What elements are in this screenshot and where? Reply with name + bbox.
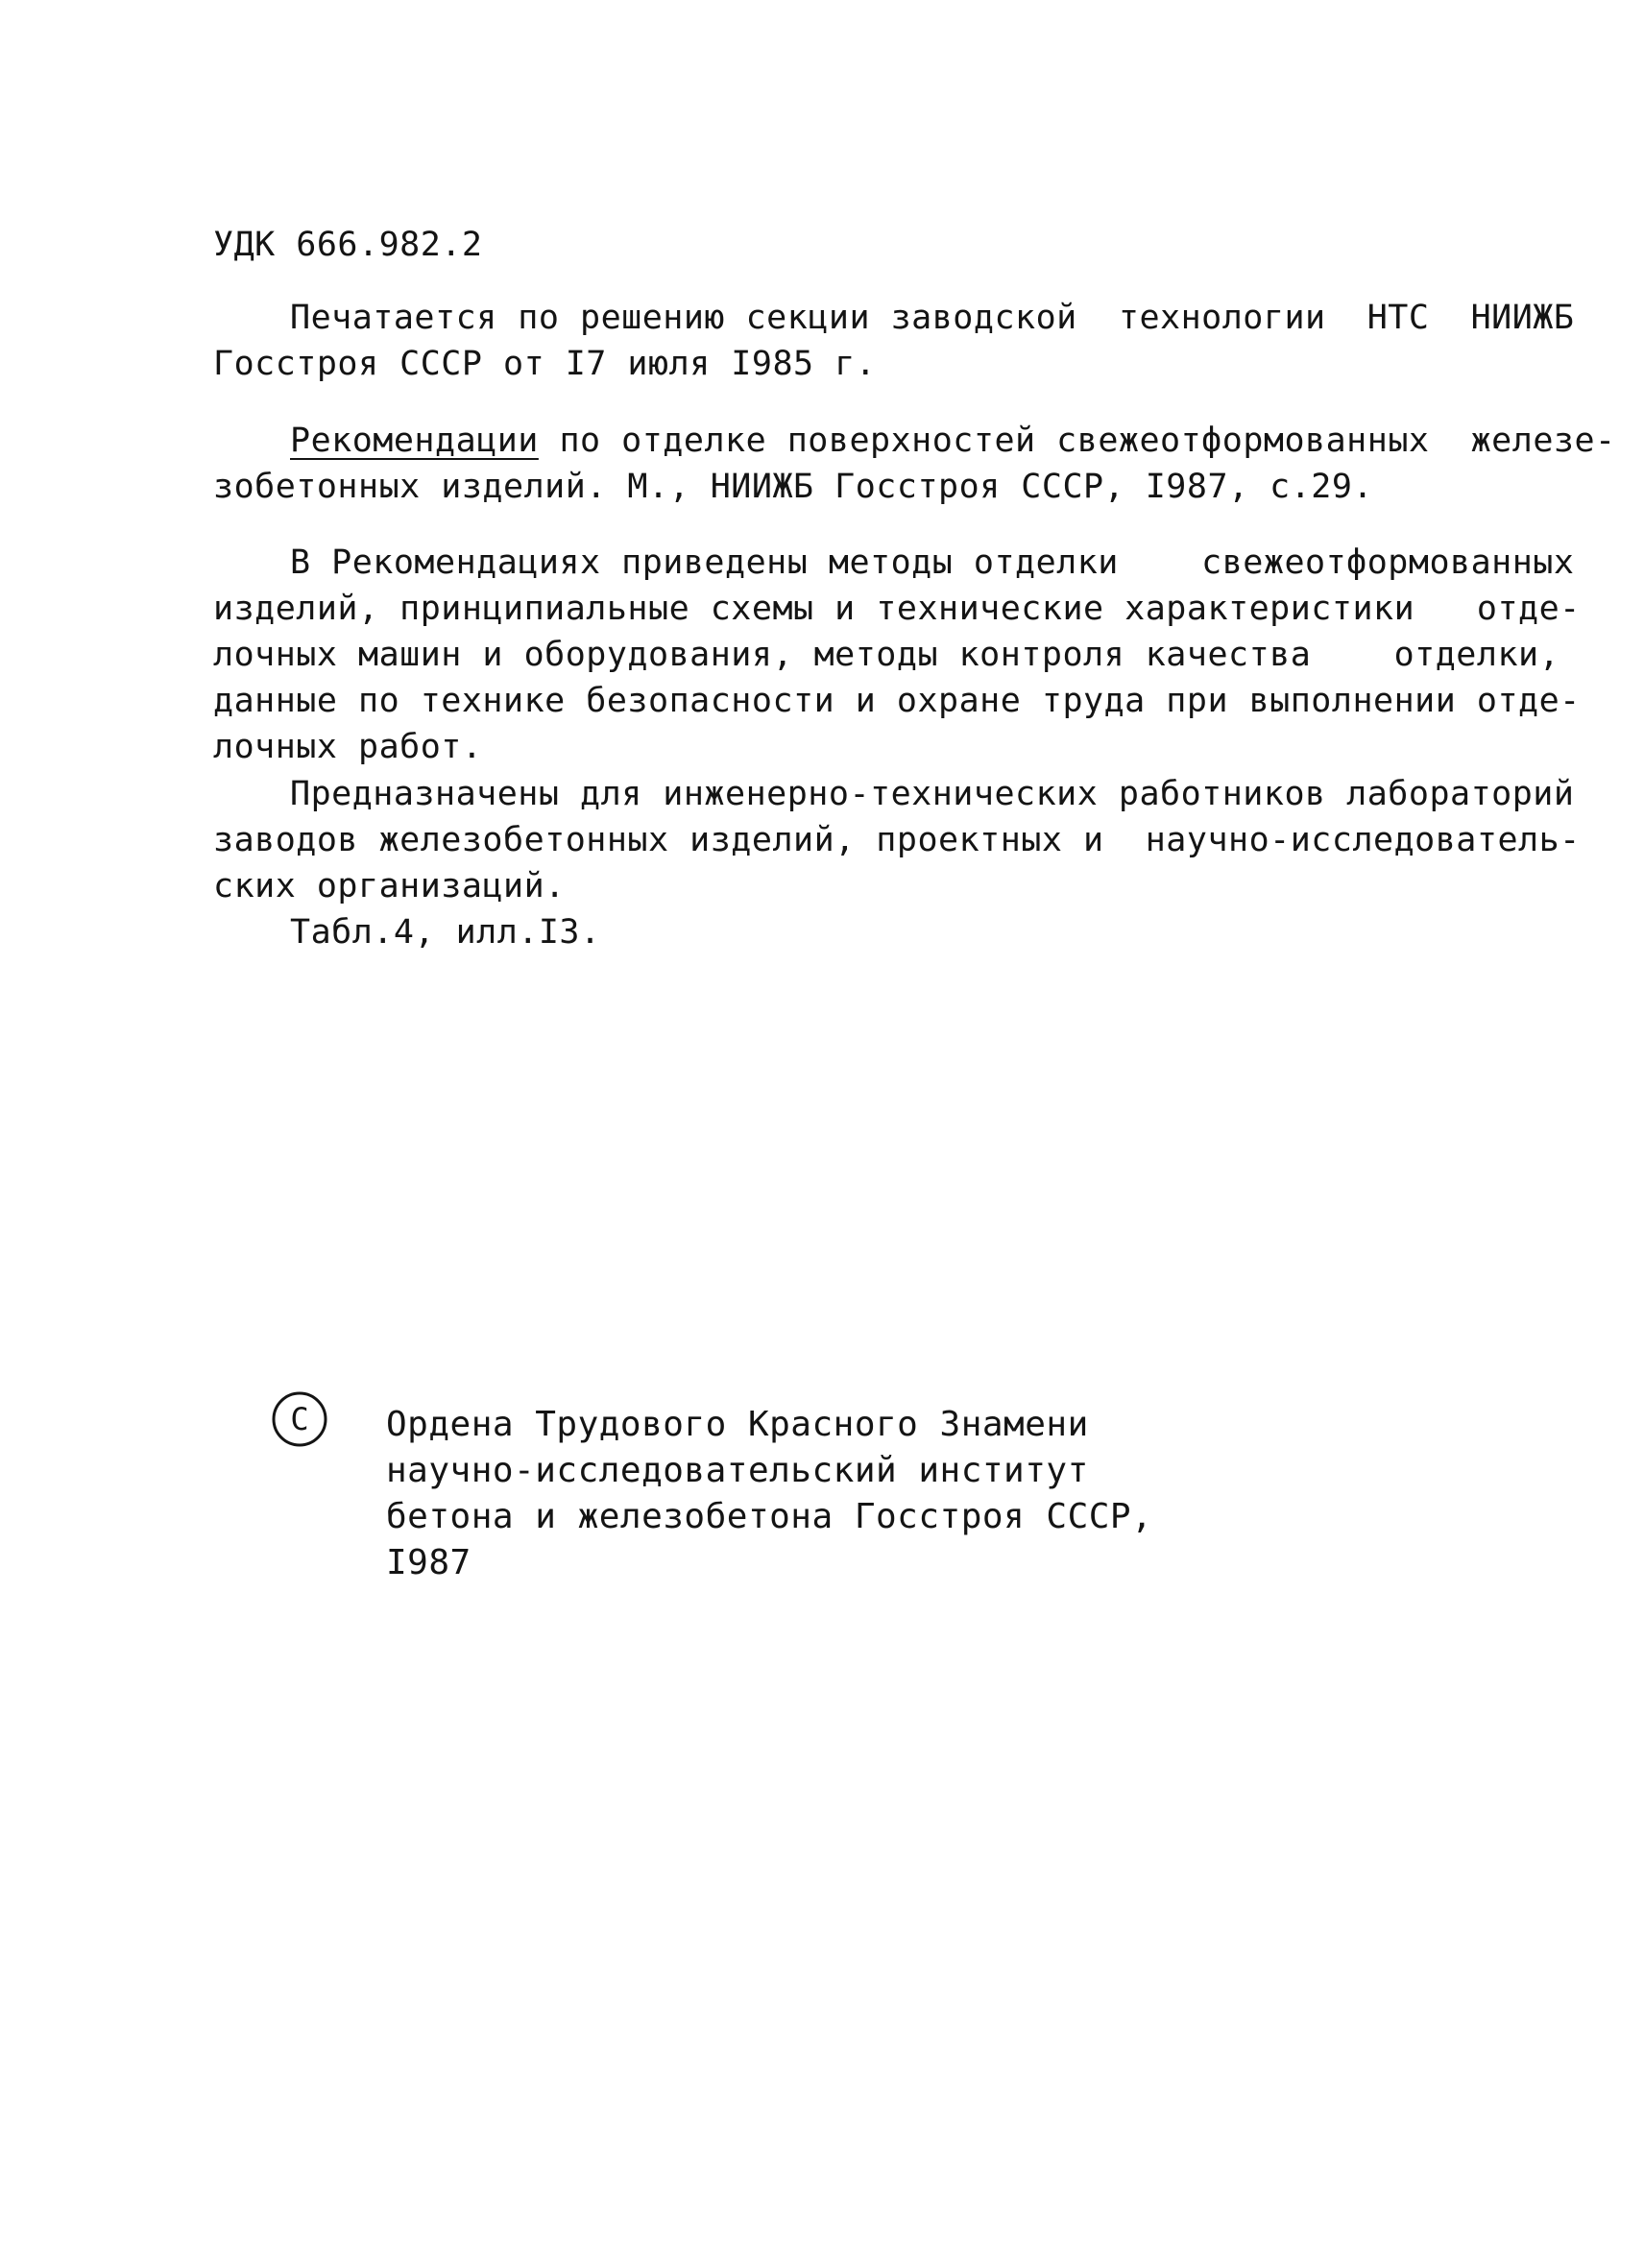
- abstract-line-4: данные по технике безопасности и охране труда при выполнении отде-: [213, 682, 1581, 720]
- citation-line-1-rest: по отделке поверхностей свежеотформованных железе-: [538, 422, 1616, 460]
- citation-line-2: зобетонных изделий. М., НИИЖБ Госстроя СССР, I987, с.29.: [213, 468, 1374, 506]
- audience-line-3: ских организаций.: [213, 867, 566, 905]
- abstract-line-3: лочных машин и оборудования, методы контроля качества отделки,: [213, 636, 1560, 674]
- citation-line-1: [290, 418, 1616, 464]
- publisher-line-2: научно-исследовательский институт: [386, 1451, 1089, 1490]
- audience-line-2: заводов железобетонных изделий, проектных и научно-исследователь-: [213, 821, 1581, 859]
- citation-title-word: Рекомендации: [290, 422, 539, 460]
- udk-code: УДК 666.982.2: [213, 226, 483, 264]
- copyright-symbol: C: [290, 1401, 309, 1437]
- abstract-line-1: В Рекомендациях приведены методы отделки свежеотформованных: [290, 543, 1575, 582]
- audience-line-1: Предназначены для инженерно-технических работников лабораторий: [290, 775, 1575, 813]
- copyright-icon: [271, 1390, 328, 1448]
- publisher-line-1: Ордена Трудового Красного Знамени: [386, 1405, 1089, 1444]
- approval-line-2: Госстроя СССР от I7 июля I985 г.: [213, 345, 877, 383]
- abstract-line-5: лочных работ.: [213, 728, 483, 766]
- abstract-line-2: изделий, принципиальные схемы и технические характеристики отде-: [213, 590, 1581, 628]
- publisher-year: I987: [386, 1543, 471, 1582]
- tables-note: Табл.4, илл.I3.: [290, 913, 601, 952]
- publisher-line-3: бетона и железобетона Госстроя СССР,: [386, 1497, 1153, 1536]
- approval-line-1: Печатается по решению секции заводской технологии НТС НИИЖБ: [290, 299, 1575, 337]
